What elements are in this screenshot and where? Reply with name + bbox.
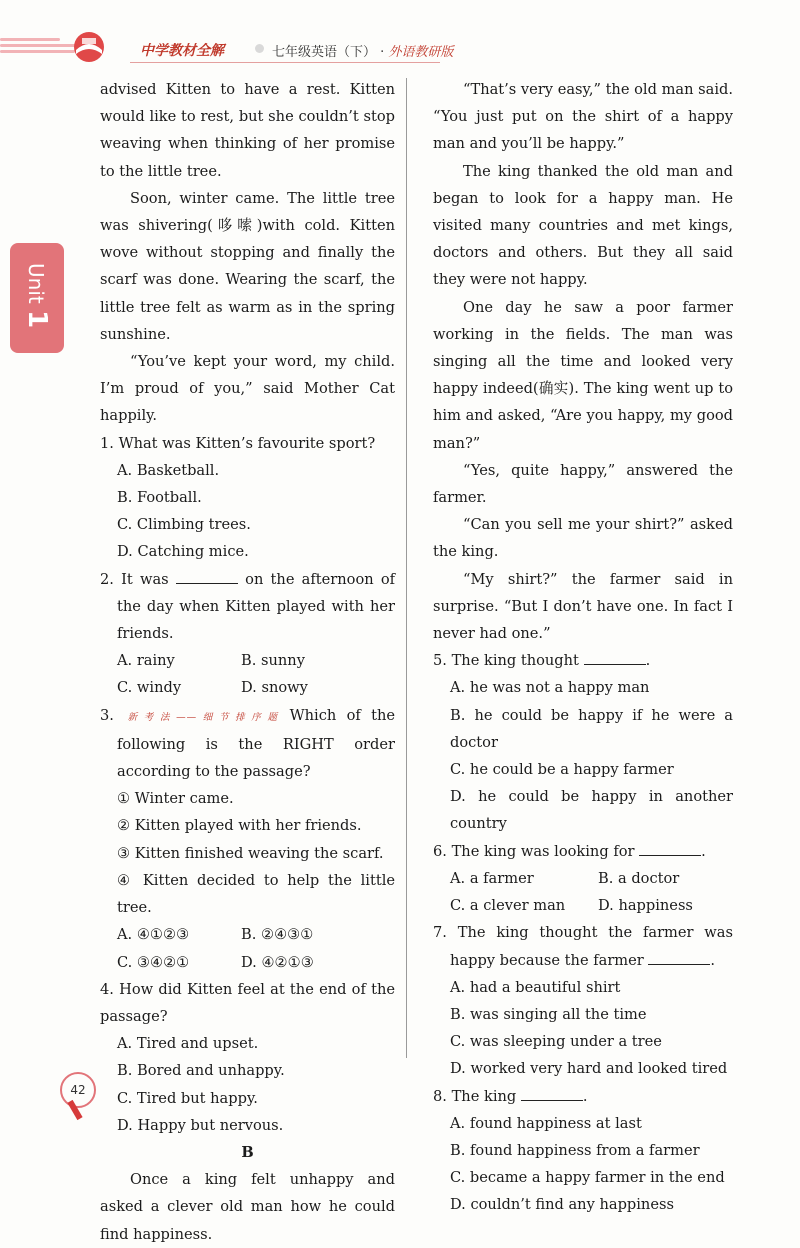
left-column [100,76,395,1248]
option: C. became a happy farmer in the end [450,1169,725,1187]
option: D. happiness [598,897,693,915]
question-5: 5. The king thought . [433,652,651,670]
option: B. sunny [241,652,305,670]
unit-label: Unit [24,263,48,304]
passage-paragraph: “You’ve kept your word, my child. I’m proud of you,” said Mother Cat happily. [100,353,395,425]
option: D. couldn’t find any happiness [450,1196,674,1214]
option: A. he was not a happy man [450,679,650,697]
answer-blank[interactable] [648,952,710,965]
answer-blank[interactable] [521,1088,583,1101]
header-dot [255,44,264,53]
answer-blank[interactable] [584,652,646,665]
option: C. he could be a happy farmer [450,761,674,779]
option: A. Basketball. [117,461,220,479]
option: C. Tired but happy. [117,1089,258,1107]
passage-paragraph: “That’s very easy,” the old man said. “You just put on the shirt of a happy man and you’ll be happy.” [433,81,733,153]
answer-blank[interactable] [176,571,238,584]
option: D. Catching mice. [117,543,249,561]
option-row [117,949,395,976]
passage-paragraph: Soon, winter came. The little tree was shivering(哆嗦)with cold. Kitten wove without stopping and finally the scarf was done. Wearing the scarf, the little tree felt as warm as in the spring sunshine. [100,189,395,343]
option: A. rainy [117,652,175,670]
column-divider [406,78,407,1058]
option: B. Football. [117,489,202,507]
option: C. a clever man [450,897,566,915]
option-row [450,865,733,892]
question-tag: 新考法——细节排序题 [121,711,284,723]
option: D. snowy [241,679,308,697]
option: A. found happiness at last [450,1114,642,1132]
unit-number: 1 [22,310,52,329]
option: C. Climbing trees. [117,516,251,534]
event-item: ② Kitten played with her friends. [117,817,362,835]
option: B. ②④③① [241,926,314,944]
option: D. Happy but nervous. [117,1116,284,1134]
grade-title: 七年级英语（下） [272,45,377,60]
option: B. found happiness from a farmer [450,1141,700,1159]
question-8: 8. The king . [433,1087,588,1105]
option: A. ④①②③ [117,926,190,944]
option: B. was singing all the time [450,1005,647,1023]
option-row [117,674,395,701]
question-1: 1. What was Kitten’s favourite sport? [100,434,376,452]
passage-paragraph: “My shirt?” the farmer said in surprise. “But I don’t have one. In fact I never had one.” [433,570,733,643]
option-row [117,921,395,948]
passage-paragraph: Once a king felt unhappy and asked a clever old man how he could find happiness. [100,1171,395,1243]
option: B. a doctor [598,869,680,887]
question-6: 6. The king was looking for . [433,842,706,860]
book-logo-icon [64,30,114,64]
option-row [117,647,395,674]
passage-paragraph: The king thanked the old man and began to look for a happy man. He visited many countries and met kings, doctors and others. But they all said they were not happy. [433,162,733,289]
option: C. ③④②① [117,953,190,971]
option: D. he could be happy in another country [450,788,733,833]
option: C. was sleeping under a tree [450,1033,662,1051]
unit-tab [10,243,64,353]
right-column [433,76,733,1219]
passage-paragraph: advised Kitten to have a rest. Kitten would like to rest, but she couldn’t stop weaving when thinking of her promise to the little tree. [100,81,395,180]
option: D. worked very hard and looked tired [450,1060,728,1078]
header-rule [130,62,440,63]
option: A. Tired and upset. [117,1035,259,1053]
option-row [450,892,733,919]
page-number: 42 [60,1072,96,1108]
question-4: 4. How did Kitten feel at the end of the passage? [100,980,395,1025]
option: A. had a beautiful shirt [450,978,621,996]
question-7: 7. The king thought the farmer was happy because the farmer . [433,924,733,969]
book-subtitle: 七年级英语（下） · 外语教研版 [272,45,454,60]
option: D. ④②①③ [241,953,314,971]
section-heading: B [241,1143,254,1161]
event-item: ④ Kitten decided to help the little tree. [117,871,395,917]
option: B. Bored and unhappy. [117,1062,285,1080]
event-item: ③ Kitten finished weaving the scarf. [117,844,384,862]
event-item: ① Winter came. [117,790,234,808]
passage-paragraph: “Yes, quite happy,” answered the farmer. [433,461,733,507]
question-3: 3. 新考法——细节排序题 Which of the following is the RIGHT order according to the passage? [100,706,395,781]
question-2: 2. It was on the afternoon of the day when Kitten played with her friends. [100,570,396,643]
passage-paragraph: “Can you sell me your shirt?” asked the king. [433,516,733,561]
passage-paragraph: One day he saw a poor farmer working in the fields. The man was singing all the time and looked very happy indeed(确实). The king went up to him and asked, “Are you happy, my good man?” [433,298,733,452]
option: B. he could be happy if he were a doctor [450,706,733,751]
option: A. a farmer [450,869,534,887]
book-title: 中学教材全解 [140,43,224,59]
answer-blank[interactable] [639,843,701,856]
option: C. windy [117,679,182,697]
publisher: 外语教研版 [388,45,454,60]
